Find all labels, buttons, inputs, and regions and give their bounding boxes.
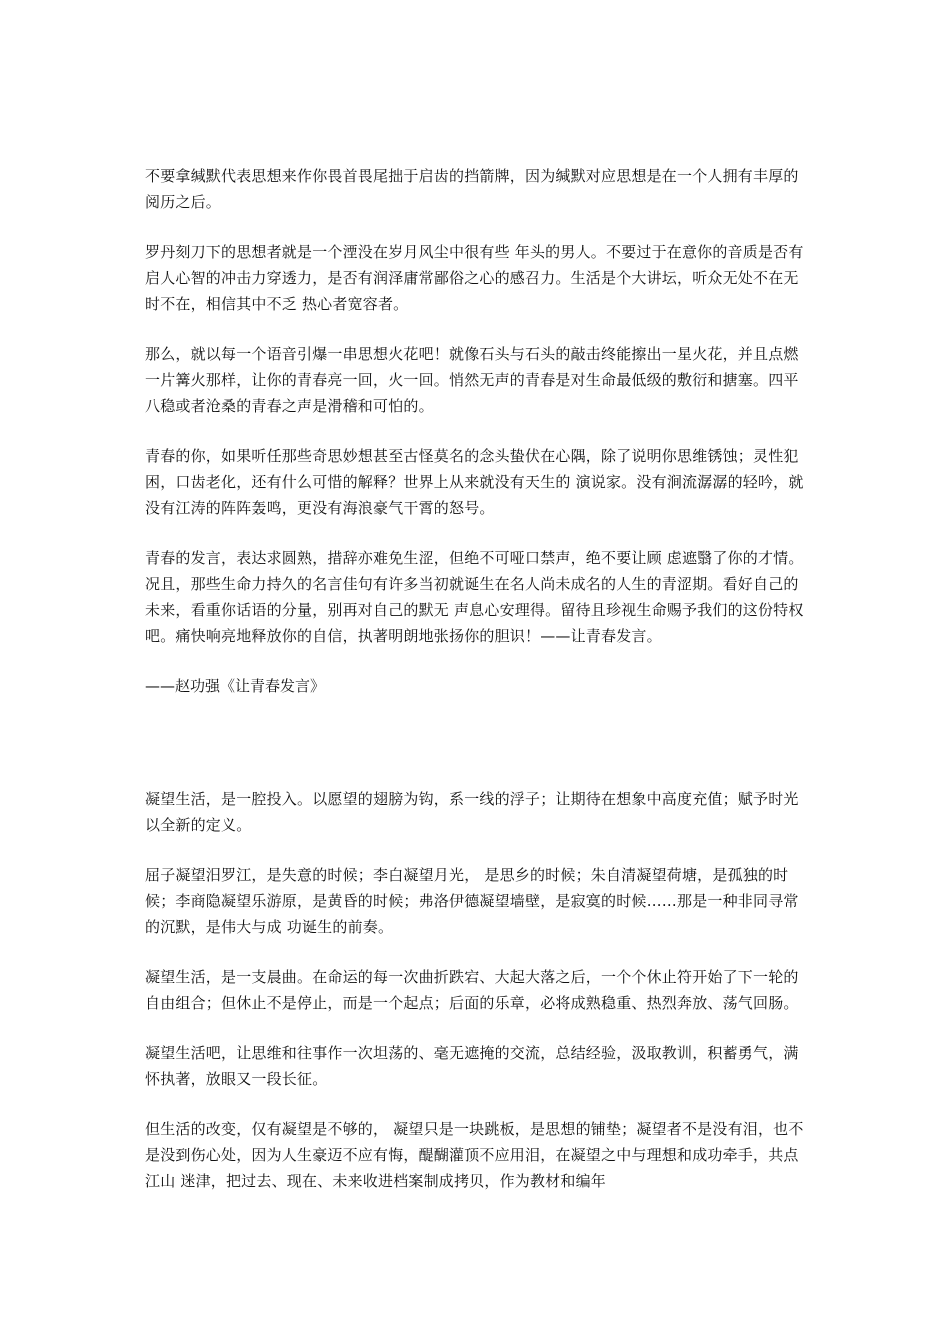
paragraph: 不要拿缄默代表思想来作你畏首畏尾拙于启齿的挡箭牌，因为缄默对应思想是在一个人拥有丰厚的阅历之后。: [145, 167, 799, 211]
essay-section-youth: [145, 163, 810, 699]
paragraph: 青春的发言，表达求圆熟，措辞亦难免生涩，但绝不可哑口禁声，绝不要让顾 虑遮翳了你的才情。况且，那些生命力持久的名言佳句有许多当初就诞生在名人尚未成名的人生的青涩期。看好自己的未来，看重你话语的分量，别再对自己的默无 声息心安理得。留待且珍视生命赐予我们的这份特权吧。痛快响亮地释放你的自信，执著明朗地张扬你的胆识！——让青春发言。: [145, 549, 804, 645]
paragraph: 凝望生活，是一支晨曲。在命运的每一次曲折跌宕、大起大落之后，一个个休止符开始了下一轮的自由组合；但休止不是停止，而是一个起点；后面的乐章，必将成熟稳重、热烈奔放、荡气回肠。: [145, 968, 799, 1012]
paragraph: 那么，就以每一个语音引爆一串思想火花吧！就像石头与石头的敲击终能擦出一星火花，并且点燃一片篝火那样，让你的青春亮一回，火一回。悄然无声的青春是对生命最低级的敷衍和搪塞。四平八稳或者沧桑的青春之声是滑稽和可怕的。: [145, 345, 799, 415]
essay-section-gaze: [145, 786, 810, 1218]
paragraph: 青春的你，如果听任那些奇思妙想甚至古怪莫名的念头蛰伏在心隅，除了说明你思维锈蚀；灵性犯困，口齿老化，还有什么可惜的解释？世界上从来就没有天生的 演说家。没有涧流潺潺的轻吟，就没有江涛的阵阵轰鸣，更没有海浪豪气干霄的怒号。: [145, 447, 804, 517]
paragraph: 但生活的改变，仅有凝望是不够的， 凝望只是一块跳板，是思想的铺垫；凝望者不是没有泪，也不是没到伤心处，因为人生豪迈不应有悔，醍醐灌顶不应用泪，在凝望之中与理想和成功牵手，共点江山 迷津，把过去、现在、未来收进档案制成拷贝，作为教材和编年: [145, 1120, 804, 1190]
paragraph: 罗丹刻刀下的思想者就是一个湮没在岁月风尘中很有些 年头的男人。不要过于在意你的音质是否有启人心智的冲击力穿透力，是否有润泽庸常鄙俗之心的感召力。生活是个大讲坛，听众无处不在无时不在，相信其中不乏 热心者宽容者。: [145, 243, 804, 313]
paragraph: 凝望生活吧，让思维和往事作一次坦荡的、毫无遮掩的交流，总结经验，汲取教训，积蓄勇气，满怀执著，放眼又一段长征。: [145, 1044, 799, 1088]
author-signature: ——赵功强《让青春发言》: [145, 677, 326, 695]
paragraph: 凝望生活，是一腔投入。以愿望的翅膀为钩，系一线的浮子；让期待在想象中高度充值；赋予时光以全新的定义。: [145, 790, 799, 834]
paragraph: 屈子凝望汨罗江，是失意的时候；李白凝望月光， 是思乡的时候；朱自清凝望荷塘，是孤独的时候；李商隐凝望乐游原，是黄昏的时候；弗洛伊德凝望墙壁，是寂寞的时候……那是一种非同寻常的沉默，是伟大与成 功诞生的前奏。: [145, 866, 799, 936]
